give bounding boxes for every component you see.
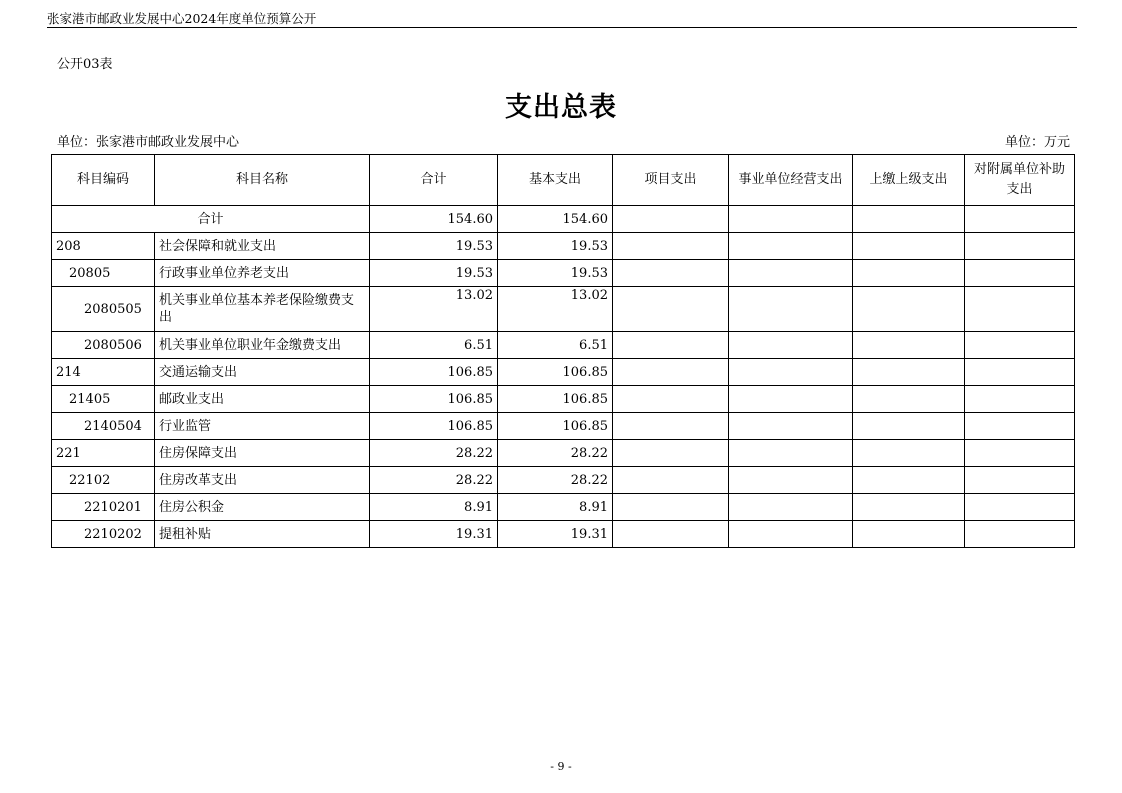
row-name: 机关事业单位职业年金缴费支出: [155, 332, 370, 359]
row-sum: 6.51: [370, 332, 498, 359]
row-name: 住房公积金: [155, 494, 370, 521]
empty-cell: [729, 440, 853, 467]
row-name: 提租补贴: [155, 521, 370, 548]
empty-cell: [729, 521, 853, 548]
row-code: 2080506: [52, 332, 155, 359]
table-row: [52, 521, 1075, 548]
empty-cell: [965, 332, 1075, 359]
row-basic: 106.85: [498, 386, 613, 413]
row-code: 2080505: [52, 287, 155, 332]
row-name: 邮政业支出: [155, 386, 370, 413]
row-code: 221: [52, 440, 155, 467]
empty-cell: [613, 386, 729, 413]
empty-cell: [965, 413, 1075, 440]
empty-cell: [853, 359, 965, 386]
empty-cell: [965, 359, 1075, 386]
empty-cell: [965, 206, 1075, 233]
col-header-subsidy: 对附属单位补助支出: [965, 155, 1075, 206]
row-basic: 13.02: [498, 287, 613, 332]
empty-cell: [965, 287, 1075, 332]
row-name: 交通运输支出: [155, 359, 370, 386]
empty-cell: [729, 332, 853, 359]
empty-cell: [729, 386, 853, 413]
empty-cell: [613, 260, 729, 287]
row-code: 2210202: [52, 521, 155, 548]
row-basic: 19.53: [498, 260, 613, 287]
row-code: 214: [52, 359, 155, 386]
row-sum: 19.31: [370, 521, 498, 548]
row-code: 20805: [52, 260, 155, 287]
col-header-remit: 上缴上级支出: [853, 155, 965, 206]
empty-cell: [965, 521, 1075, 548]
empty-cell: [613, 413, 729, 440]
table-row: [52, 440, 1075, 467]
empty-cell: [729, 206, 853, 233]
empty-cell: [853, 413, 965, 440]
empty-cell: [853, 440, 965, 467]
empty-cell: [729, 467, 853, 494]
empty-cell: [729, 287, 853, 332]
empty-cell: [613, 332, 729, 359]
empty-cell: [853, 467, 965, 494]
table-row: [52, 467, 1075, 494]
row-code: 21405: [52, 386, 155, 413]
col-header-project: 项目支出: [613, 155, 729, 206]
row-sum: 13.02: [370, 287, 498, 332]
col-header-basic: 基本支出: [498, 155, 613, 206]
empty-cell: [613, 233, 729, 260]
table-row: [52, 494, 1075, 521]
row-sum: 28.22: [370, 467, 498, 494]
empty-cell: [853, 233, 965, 260]
empty-cell: [613, 440, 729, 467]
empty-cell: [729, 413, 853, 440]
empty-cell: [853, 521, 965, 548]
empty-cell: [613, 206, 729, 233]
empty-cell: [613, 359, 729, 386]
empty-cell: [965, 440, 1075, 467]
row-sum: 19.53: [370, 260, 498, 287]
page-number: - 9 -: [550, 760, 572, 773]
row-sum: 19.53: [370, 233, 498, 260]
row-name: 行业监管: [155, 413, 370, 440]
row-code: 2140504: [52, 413, 155, 440]
row-sum: 106.85: [370, 413, 498, 440]
total-label: 合计: [52, 206, 370, 233]
row-name: 社会保障和就业支出: [155, 233, 370, 260]
row-code: 208: [52, 233, 155, 260]
empty-cell: [613, 467, 729, 494]
total-basic: 154.60: [498, 206, 613, 233]
table-row: [52, 287, 1075, 332]
empty-cell: [729, 233, 853, 260]
empty-cell: [965, 260, 1075, 287]
col-header-code: 科目编码: [52, 155, 155, 206]
empty-cell: [853, 332, 965, 359]
empty-cell: [853, 287, 965, 332]
total-sum: 154.60: [370, 206, 498, 233]
row-code: 22102: [52, 467, 155, 494]
row-basic: 19.31: [498, 521, 613, 548]
expenditure-table: [51, 154, 1075, 548]
empty-cell: [729, 494, 853, 521]
empty-cell: [853, 206, 965, 233]
empty-cell: [613, 287, 729, 332]
empty-cell: [965, 233, 1075, 260]
empty-cell: [853, 494, 965, 521]
table-row: [52, 386, 1075, 413]
row-basic: 106.85: [498, 413, 613, 440]
row-basic: 28.22: [498, 467, 613, 494]
col-header-business: 事业单位经营支出: [729, 155, 853, 206]
empty-cell: [613, 494, 729, 521]
row-sum: 106.85: [370, 386, 498, 413]
col-header-total: 合计: [370, 155, 498, 206]
empty-cell: [729, 359, 853, 386]
row-basic: 19.53: [498, 233, 613, 260]
empty-cell: [965, 467, 1075, 494]
row-sum: 28.22: [370, 440, 498, 467]
row-name: 住房保障支出: [155, 440, 370, 467]
row-name: 行政事业单位养老支出: [155, 260, 370, 287]
currency-unit: 单位：万元: [1004, 135, 1070, 150]
row-code: 2210201: [52, 494, 155, 521]
total-row: [52, 206, 1075, 233]
row-basic: 106.85: [498, 359, 613, 386]
row-sum: 8.91: [370, 494, 498, 521]
page-title: 支出总表: [505, 92, 617, 123]
empty-cell: [965, 386, 1075, 413]
row-sum: 106.85: [370, 359, 498, 386]
table-row: [52, 413, 1075, 440]
empty-cell: [729, 260, 853, 287]
table-row: [52, 359, 1075, 386]
row-basic: 6.51: [498, 332, 613, 359]
row-name: 住房改革支出: [155, 467, 370, 494]
table-row: [52, 260, 1075, 287]
document-header: 张家港市邮政业发展中心2024年度单位预算公开: [47, 11, 317, 26]
header-divider: [47, 27, 1077, 28]
table-row: [52, 332, 1075, 359]
row-basic: 8.91: [498, 494, 613, 521]
unit-name: 单位：张家港市邮政业发展中心: [57, 135, 240, 150]
row-name: 机关事业单位基本养老保险缴费支出: [155, 287, 370, 332]
empty-cell: [853, 386, 965, 413]
empty-cell: [613, 521, 729, 548]
col-header-name: 科目名称: [155, 155, 370, 206]
form-number: 公开03表: [57, 57, 113, 72]
empty-cell: [965, 494, 1075, 521]
table-header-row: [52, 155, 1075, 206]
table-row: [52, 233, 1075, 260]
row-basic: 28.22: [498, 440, 613, 467]
empty-cell: [853, 260, 965, 287]
